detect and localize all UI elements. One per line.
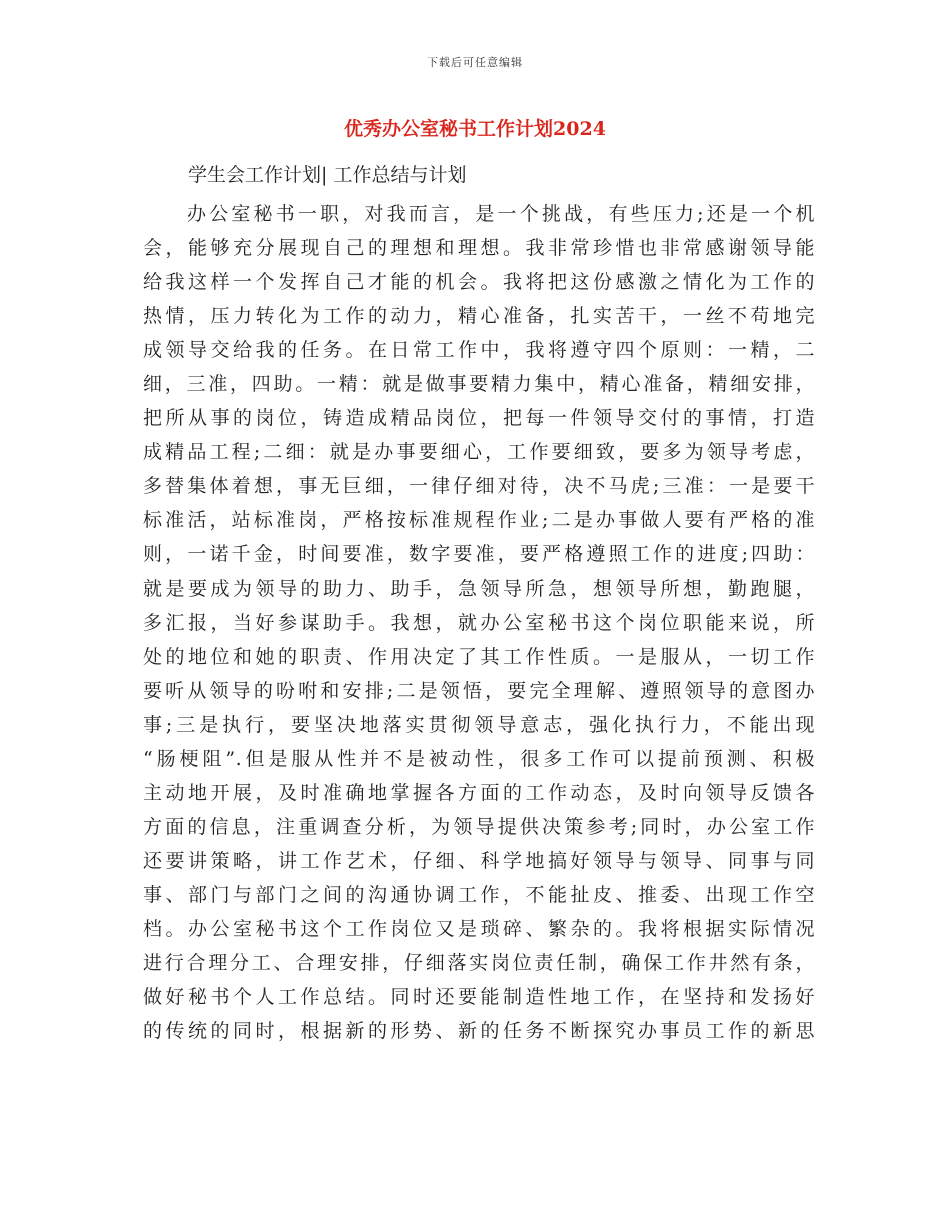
- body-line: 会，能够充分展现自己的理想和理想。我非常珍惜也非常感谢领导能: [143, 237, 815, 260]
- body-line: 档。办公室秘书这个工作岗位又是琐碎、繁杂的。我将根据实际情况: [143, 917, 815, 940]
- body-line: “肠梗阻”.但是服从性并不是被动性，很多工作可以提前预测、积极: [143, 747, 815, 770]
- body-line: 给我这样一个发挥自己才能的机会。我将把这份感激之情化为工作的: [143, 271, 815, 294]
- body-line: 方面的信息，注重调查分析，为领导提供决策参考;同时，办公室工作: [143, 815, 815, 838]
- body-line: 细，三准，四助。一精：就是做事要精力集中，精心准备，精细安排，: [143, 373, 815, 396]
- body-line: 把所从事的岗位，铸造成精品岗位，把每一件领导交付的事情，打造: [143, 407, 815, 430]
- body-line: 多汇报，当好参谋助手。我想，就办公室秘书这个岗位职能来说，所: [143, 611, 815, 634]
- document-subtitle: 学生会工作计划| 工作总结与计划: [188, 164, 467, 186]
- body-line: 事;三是执行，要坚决地落实贯彻领导意志，强化执行力，不能出现: [143, 713, 815, 736]
- page-header: 下载后可任意编辑: [427, 56, 523, 69]
- body-line: 多替集体着想，事无巨细，一律仔细对待，决不马虎;三准：一是要干: [143, 475, 815, 498]
- body-line: 热情，压力转化为工作的动力，精心准备，扎实苦干，一丝不苟地完: [143, 305, 815, 328]
- body-line: 就是要成为领导的助力、助手，急领导所急，想领导所想，勤跑腿，: [143, 577, 815, 600]
- body-line: 进行合理分工、合理安排，仔细落实岗位责任制，确保工作井然有条，: [143, 952, 815, 975]
- document-body: [143, 197, 815, 1048]
- body-line: 成精品工程;二细：就是办事要细心，工作要细致，要多为领导考虑，: [143, 441, 815, 464]
- body-line: 处的地位和她的职责、作用决定了其工作性质。一是服从，一切工作: [143, 645, 815, 668]
- body-line: 主动地开展，及时准确地掌握各方面的工作动态，及时向领导反馈各: [143, 781, 815, 804]
- body-line: 做好秘书个人工作总结。同时还要能制造性地工作，在坚持和发扬好: [143, 986, 815, 1009]
- body-line: 的传统的同时，根据新的形势、新的任务不断探究办事员工作的新思: [143, 1020, 815, 1043]
- document-title: 优秀办公室秘书工作计划2024: [344, 118, 606, 140]
- body-line: 还要讲策略，讲工作艺术，仔细、科学地搞好领导与领导、同事与同: [143, 849, 815, 872]
- body-line: 事、部门与部门之间的沟通协调工作，不能扯皮、推委、出现工作空: [143, 883, 815, 906]
- body-line: 办公室秘书一职，对我而言，是一个挑战，有些压力;还是一个机: [187, 203, 815, 225]
- body-line: 标准活，站标准岗，严格按标准规程作业;二是办事做人要有严格的准: [143, 509, 815, 532]
- body-line: 要听从领导的吩咐和安排;二是领悟，要完全理解、遵照领导的意图办: [143, 679, 815, 702]
- body-line: 成领导交给我的任务。在日常工作中，我将遵守四个原则：一精，二: [143, 339, 815, 362]
- body-line: 则，一诺千金，时间要准，数字要准，要严格遵照工作的进度;四助：: [143, 543, 815, 566]
